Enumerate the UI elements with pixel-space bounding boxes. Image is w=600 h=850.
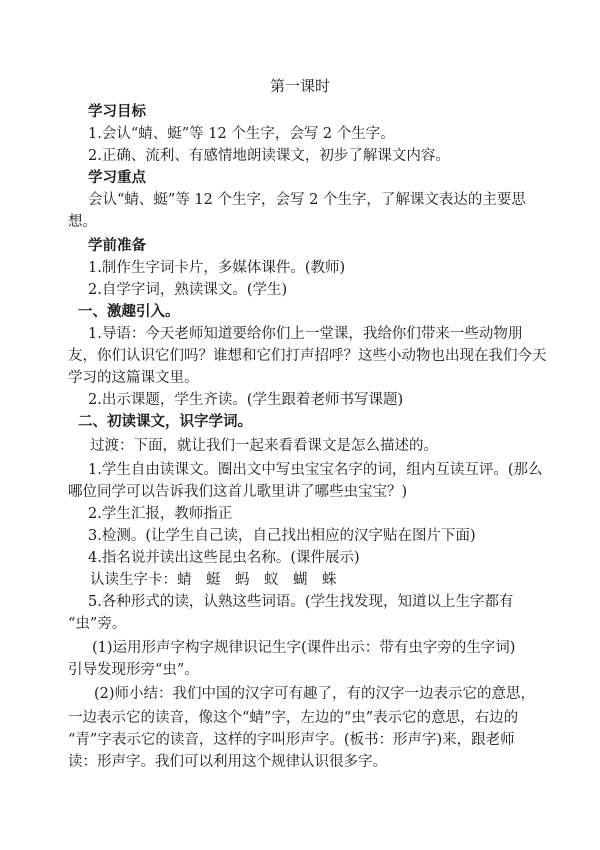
goal-item-1: 1.会认“蜻、蜓”等 12 个生字，会写 2 个生字。 — [88, 126, 395, 142]
prep-item-2: 2.自学字词，熟读课文。(学生) — [88, 282, 288, 298]
paragraph-line: 2.学生汇报，教师指正 — [88, 506, 233, 522]
heading-preparation: 学前准备 — [88, 237, 146, 254]
paragraph-line: 哪位同学可以告诉我们这首儿歌里讲了哪些虫宝宝？) — [68, 484, 408, 500]
paragraph-line: 学习的这篇课文里。 — [68, 370, 199, 386]
heading-key-points: 学习重点 — [88, 169, 146, 186]
heading-learning-goals: 学习目标 — [88, 103, 146, 120]
section-heading-2: 二、初读课文，识字学词。 — [78, 413, 252, 430]
vocab-card-line: 认读生字卡：蜻 蜓 蚂 蚁 蝴 蛛 — [90, 572, 337, 588]
paragraph-line: “虫”旁。 — [68, 616, 127, 632]
section-heading-1: 一、激趣引入。 — [78, 303, 180, 320]
paragraph-line: 引导发现形旁“虫”。 — [68, 662, 199, 678]
paragraph-line: 1.学生自由读课文。圈出文中写虫宝宝名字的词，组内互读互评。(那么 — [88, 462, 543, 478]
paragraph-line: “青”字表示它的读音，这样的字叫形声字。(板书：形声字)来，跟老师 — [68, 732, 515, 748]
paragraph-line: 2.出示课题，学生齐读。(学生跟着老师书写课题) — [88, 392, 404, 408]
paragraph-line: 过渡：下面，就让我们一起来看看课文是怎么描述的。 — [90, 438, 438, 454]
paragraph-line: 友，你们认识它们吗？谁想和它们打声招呼？这些小动物也出现在我们今天 — [68, 348, 547, 364]
paragraph-line: 一边表示它的读音，像这个“蜻”字，左边的“虫”表示它的意思，右边的 — [68, 710, 519, 726]
paragraph-line: 5.各种形式的读，认熟这些词语。(学生找发现，知道以上生字都有 — [88, 594, 514, 610]
paragraph-line: 3.检测。(让学生自己读，自己找出相应的汉字贴在图片下面) — [88, 528, 476, 544]
key-points-text-cont: 想。 — [68, 214, 97, 230]
paragraph-line: (2)师小结：我们中国的汉字可有趣了，有的汉字一边表示它的意思， — [94, 686, 536, 702]
prep-item-1: 1.制作生字词卡片，多媒体课件。(教师) — [88, 260, 346, 276]
page-title: 第一课时 — [269, 77, 330, 95]
paragraph-line: 4.指名说并读出这些昆虫名称。(课件展示) — [88, 550, 360, 566]
paragraph-line: 1.导语：今天老师知道要给你们上一堂课，我给你们带来一些动物朋 — [88, 326, 523, 342]
paragraph-line: 读：形声字。我们可以利用这个规律认识很多字。 — [68, 754, 387, 770]
goal-item-2: 2.正确、流利、有感情地朗读课文，初步了解课文内容。 — [88, 148, 450, 164]
key-points-text: 会认“蜻、蜓”等 12 个生字，会写 2 个生字，了解课文表达的主要思 — [88, 192, 526, 208]
paragraph-line: (1)运用形声字构字规律识记生字(课件出示：带有虫字旁的生字词) — [92, 640, 516, 656]
